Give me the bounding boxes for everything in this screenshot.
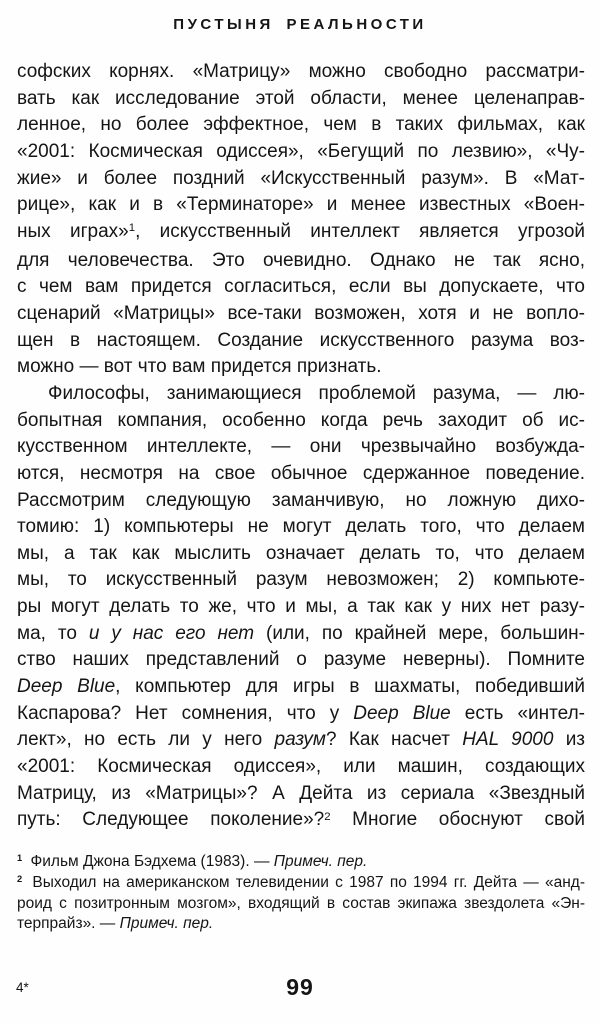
body-line <box>17 248 585 275</box>
text-segment: Выходил на американском телевидении с 1987 по 1994 гг. Дейта — «анд- <box>26 874 585 891</box>
text-segment: роид с позитронным мозгом», входящий в состав экипажа звездолета «Эн- <box>17 895 585 912</box>
body-line <box>17 541 585 568</box>
text-segment: «2001: Космическая одиссея», или машин, создающих <box>17 756 585 778</box>
text-segment: ры могут делать то же, что и мы, а так как у них нет разу- <box>17 596 585 618</box>
text-segment: ство наших представлений о разуме неверны). Помните <box>17 649 585 671</box>
body-line <box>17 621 585 648</box>
running-head: ПУСТЫНЯ РЕАЛЬНОСТИ <box>173 16 427 33</box>
superscript-marker: 2 <box>324 810 331 823</box>
body-line <box>17 381 585 408</box>
body-line <box>17 674 585 701</box>
body-line <box>17 219 585 248</box>
body-line <box>17 59 585 86</box>
text-segment: HAL 9000 <box>462 729 554 751</box>
body-line <box>17 488 585 515</box>
text-segment: , искусственный интеллект является угрозой <box>135 220 585 242</box>
footnotes-block <box>17 852 585 934</box>
body-line <box>17 781 585 808</box>
body-line <box>17 754 585 781</box>
text-segment: софских корнях. «Матрицу» можно свободно рассматри- <box>17 61 585 82</box>
body-text-block <box>17 59 585 836</box>
text-segment: есть «интел- <box>450 702 585 724</box>
body-line <box>17 807 585 836</box>
body-line <box>17 86 585 113</box>
text-segment: Примеч. пер. <box>273 853 368 870</box>
text-segment: ? Как насчет <box>325 729 463 751</box>
text-segment: ма, то <box>17 622 89 644</box>
text-segment: можно — вот что вам придется признать. <box>17 356 382 378</box>
footnote-line <box>17 852 585 873</box>
superscript-marker: 1 <box>128 222 136 235</box>
text-segment: Примеч. пер. <box>119 915 214 932</box>
footnote-line <box>17 914 585 934</box>
body-line <box>17 434 585 461</box>
text-segment: Философы, занимающиеся проблемой разума, — лю- <box>48 382 585 404</box>
body-line <box>17 461 585 488</box>
text-segment: Матрицу, из «Матрицы»? А Дейта из сериала «Звездный <box>17 782 585 804</box>
text-segment: бопытная компания, особенно когда речь заходит об ис- <box>17 409 585 431</box>
text-segment: и у нас его нет <box>88 622 255 644</box>
text-segment: лект», но есть ли у него <box>17 729 275 751</box>
body-line <box>17 594 585 621</box>
text-segment: Deep Blue <box>17 676 116 698</box>
text-segment: разум <box>274 729 326 751</box>
text-segment: Многие обоснуют свой <box>330 809 585 831</box>
text-segment: Каспарова? Нет сомнения, что у <box>17 702 354 724</box>
page-number: 99 <box>286 974 314 1000</box>
body-line <box>17 514 585 541</box>
text-segment: щен в настоящем. Создание искусственного разума воз- <box>17 329 585 351</box>
text-segment: жие» и более поздний «Искусственный разум». В «Мат- <box>17 167 585 189</box>
text-segment: с чем вам придется согласиться, если вы допускаете, что <box>17 276 585 298</box>
body-line <box>17 301 585 328</box>
text-segment: кусственном интеллекте, — они чрезвычайно возбужда- <box>17 436 585 458</box>
text-segment: мы, то искусственный разум невозможен; 2) компьюте- <box>17 569 585 591</box>
body-line <box>17 274 585 301</box>
body-line <box>17 354 585 381</box>
body-line <box>17 727 585 754</box>
footnote-line <box>17 873 585 894</box>
body-line <box>17 192 585 219</box>
text-segment: ются, несмотря на свое обычное сдержанное поведение. <box>17 462 585 484</box>
text-segment: вать как исследование этой области, менее целенаправ- <box>17 87 585 109</box>
body-line <box>17 408 585 435</box>
text-segment: Фильм Джона Бэдхема (1983). — <box>26 853 274 870</box>
body-line <box>17 567 585 594</box>
body-line <box>17 328 585 355</box>
text-segment: рице», как и в «Терминаторе» и менее известных «Воен- <box>17 194 585 216</box>
text-segment: ных играх» <box>17 220 129 242</box>
body-line <box>17 166 585 193</box>
text-segment: путь: Следующее поколение»? <box>17 809 325 831</box>
text-segment: (или, по крайней мере, большин- <box>254 622 585 644</box>
text-segment: терпрайз». — <box>17 915 120 932</box>
superscript-marker: 2 <box>17 874 23 885</box>
text-segment: Deep Blue <box>353 702 451 724</box>
footnote-line <box>17 894 585 914</box>
body-line <box>17 701 585 728</box>
body-line <box>17 139 585 166</box>
superscript-marker: 1 <box>17 853 23 864</box>
text-segment: сценарий «Матрицы» все-таки возможен, хотя и не вопло- <box>17 302 585 324</box>
text-segment: мы, а так как мыслить означает делать то, что делаем <box>17 542 585 564</box>
body-line <box>17 112 585 139</box>
text-segment: томию: 1) компьютеры не могут делать того, что делаем <box>17 516 585 538</box>
body-line <box>17 647 585 674</box>
text-segment: , компьютер для игры в шахматы, победивший <box>115 676 585 698</box>
text-segment: Рассмотрим следующую заманчивую, но ложную дихо- <box>17 489 585 511</box>
text-segment: для человечества. Это очевидно. Однако не так ясно, <box>17 249 585 271</box>
text-segment: «2001: Космическая одиссея», «Бегущий по лезвию», «Чу- <box>17 140 585 162</box>
signature-mark: 4* <box>16 980 29 995</box>
text-segment: из <box>553 729 586 751</box>
text-segment: ленное, но более эффектное, чем в таких фильмах, как <box>17 114 585 136</box>
